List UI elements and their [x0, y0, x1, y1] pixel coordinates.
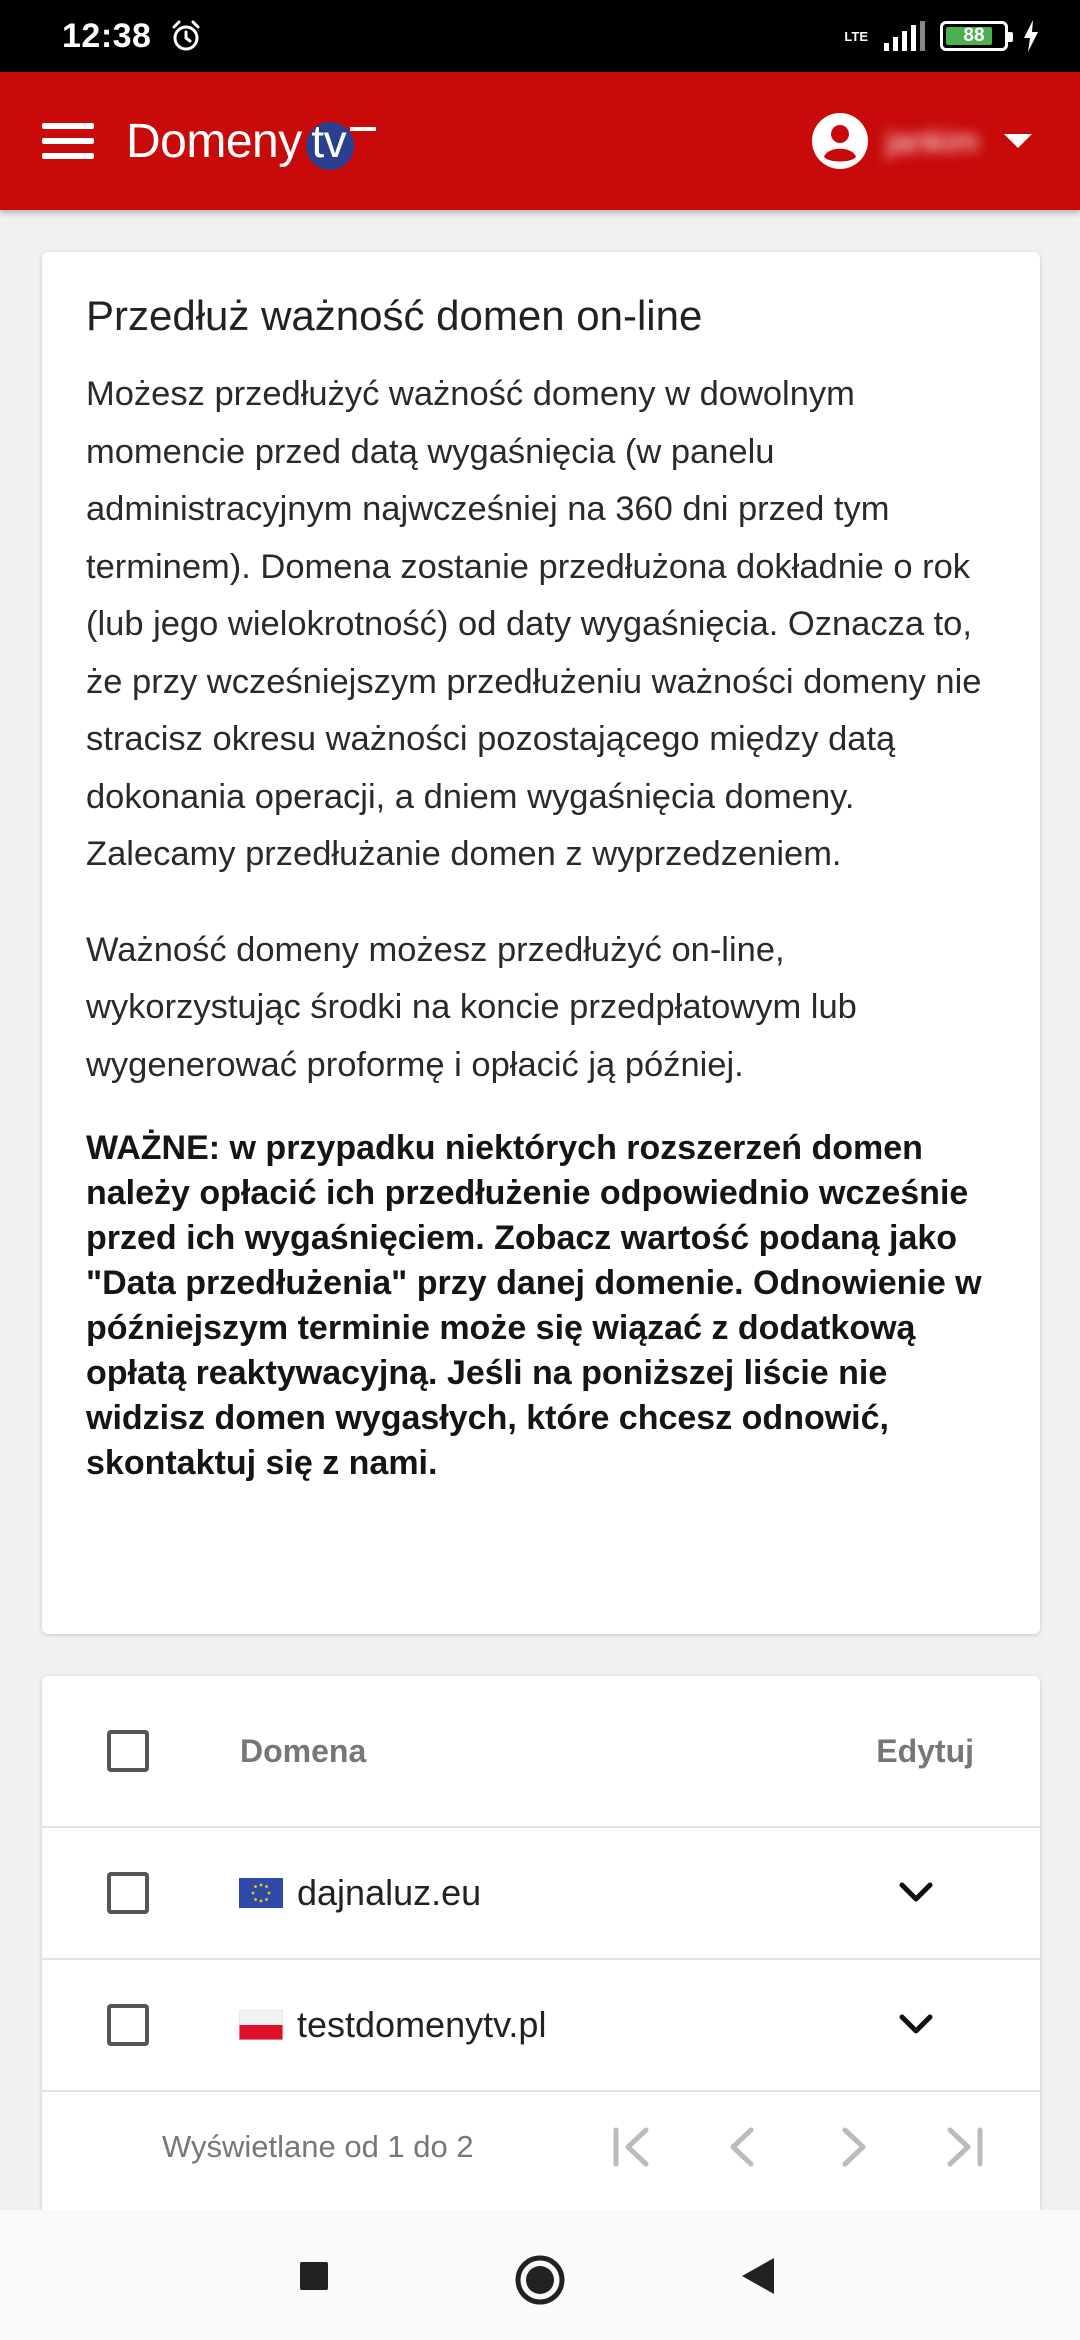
next-page-icon[interactable] — [828, 2122, 878, 2172]
app-header — [0, 72, 1080, 210]
logo-tv — [304, 116, 354, 166]
network-type: LTE — [844, 28, 868, 44]
menu-icon[interactable] — [42, 123, 94, 159]
domains-table — [42, 1676, 1040, 2210]
previous-page-icon[interactable] — [718, 2122, 768, 2172]
battery-icon — [940, 21, 1008, 51]
home-icon[interactable] — [514, 2254, 566, 2306]
battery-tip — [1008, 32, 1013, 42]
chevron-down-icon — [1004, 134, 1032, 148]
info-paragraph-2: Ważność domeny możesz przedłużyć on-line, wykorzystując środki na koncie przedpłatowym lub wygenerować proformę i opłacić ją później. — [86, 930, 857, 1084]
chevron-down-icon[interactable] — [898, 1881, 934, 1905]
domain-name[interactable]: testdomenytv.pl — [297, 2004, 547, 2045]
status-time: 12:38 — [62, 16, 152, 55]
username: jankim — [886, 122, 979, 159]
info-card — [42, 252, 1040, 1634]
chevron-down-icon[interactable] — [898, 2013, 934, 2037]
charging-icon — [1022, 20, 1040, 52]
menu-line — [42, 153, 94, 159]
eu-flag-icon — [239, 1878, 283, 1908]
system-nav-bar — [0, 2210, 1080, 2340]
page-title: Przedłuż ważność domen on-line — [86, 292, 703, 339]
first-page-icon[interactable] — [608, 2122, 658, 2172]
logo[interactable] — [126, 114, 376, 169]
domain-name[interactable]: dajnaluz.eu — [297, 1872, 482, 1913]
table-pagination — [42, 2092, 1040, 2202]
pagination-info: Wyświetlane od 1 do 2 — [162, 2129, 474, 2164]
row-checkbox[interactable] — [107, 1872, 149, 1914]
important-notice: WAŻNE: w przypadku niektórych rozszerzeń domen należy opłacić ich przedłużenie odpowiednio wcześnie przed ich wygaśnięciem. Zobacz wartość podaną jako "Data przedłużenia" przy danej domenie. Odnowienie w późniejszym terminie może się wiązać z dodatkową opłatą reaktywacyjną. Jeśli na poniższej liście nie widzisz domen wygasłych, które chcesz odnowić, skontaktuj się z nami. — [86, 1129, 982, 1482]
table-row[interactable] — [42, 1960, 1040, 2092]
recent-apps-icon[interactable] — [298, 2260, 330, 2292]
info-paragraph-1: Możesz przedłużyć ważność domeny w dowolnym momencie przed datą wygaśnięcia (w panelu administracyjnym najwcześniej na 360 dni przed tym terminem). Domena zostanie przedłużona dokładnie o rok (lub jego wielokrotność) od daty wygaśnięcia. Oznacza to, że przy wcześniejszym przedłużeniu ważności domeny nie stracisz okresu ważności pozostającego między datą dokonania operacji, a dniem wygaśnięcia domeny. Zalecamy przedłużanie domen z wyprzedzeniem. — [86, 375, 982, 873]
header-left — [42, 114, 376, 169]
table-header — [42, 1676, 1040, 1828]
status-right — [844, 20, 1040, 52]
pl-flag-icon — [239, 2010, 283, 2040]
column-header-domain: Domena — [240, 1732, 367, 1769]
logo-suffix: tv — [311, 115, 347, 167]
row-checkbox[interactable] — [107, 2004, 149, 2046]
user-avatar-icon — [812, 113, 868, 169]
table-row[interactable] — [42, 1828, 1040, 1960]
select-all-checkbox[interactable] — [107, 1730, 149, 1772]
status-bar — [0, 0, 1080, 72]
status-left — [62, 17, 203, 56]
back-icon[interactable] — [740, 2256, 776, 2296]
menu-line — [42, 123, 94, 129]
signal-icon — [882, 21, 926, 51]
alarm-icon — [169, 19, 203, 53]
logo-main: Domeny — [126, 114, 302, 168]
battery-level: 88 — [963, 25, 985, 46]
menu-line — [42, 138, 94, 144]
column-header-edit: Edytuj — [876, 1732, 974, 1769]
user-menu[interactable] — [812, 113, 1032, 169]
last-page-icon[interactable] — [938, 2122, 988, 2172]
